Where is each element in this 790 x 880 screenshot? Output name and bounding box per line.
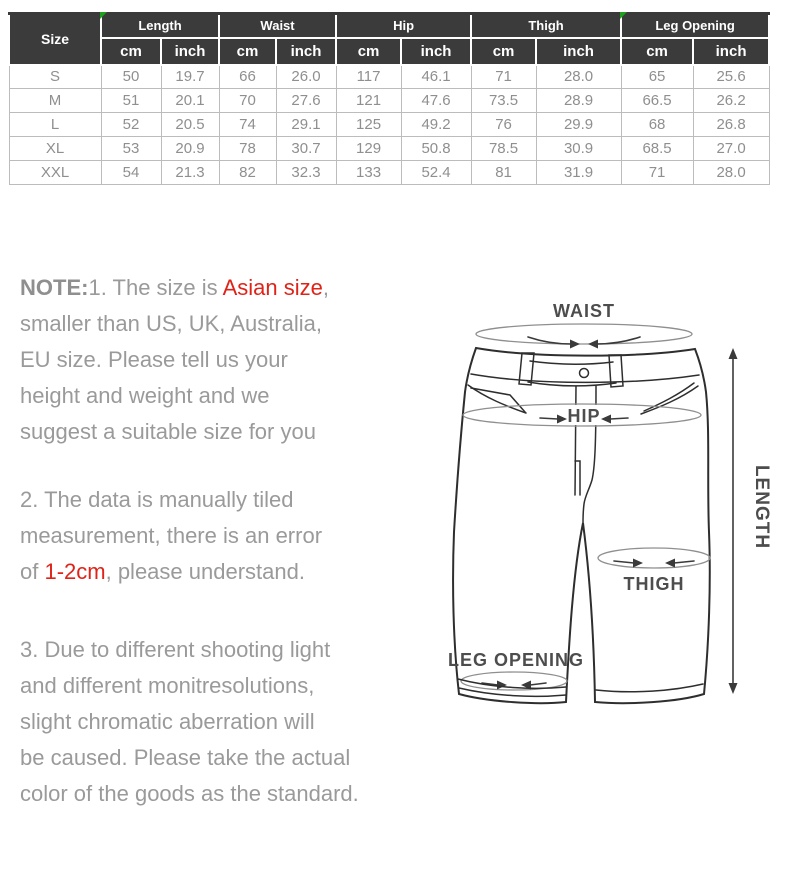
- value-cell: 68.5: [621, 137, 693, 161]
- value-cell: 65: [621, 65, 693, 89]
- value-cell: 70: [219, 89, 276, 113]
- table-row: [9, 161, 769, 185]
- group-header-hip: [336, 14, 471, 38]
- size-cell: XXL: [9, 161, 101, 185]
- arrow-up-icon: [729, 348, 738, 359]
- note-line: height and weight and we: [20, 383, 270, 408]
- note-2: [20, 482, 452, 590]
- value-cell: 51: [101, 89, 161, 113]
- unit-header: cm: [336, 38, 401, 65]
- value-cell: 28.9: [536, 89, 621, 113]
- group-header-thigh: [471, 14, 621, 38]
- note-line: slight chromatic aberration will: [20, 709, 315, 734]
- size-column-header: Size: [9, 14, 101, 65]
- note-line: color of the goods as the standard.: [20, 781, 359, 806]
- value-cell: 50: [101, 65, 161, 89]
- arrow-right-icon: [570, 340, 580, 349]
- size-cell: L: [9, 113, 101, 137]
- value-cell: 81: [471, 161, 536, 185]
- value-cell: 30.9: [536, 137, 621, 161]
- value-cell: 20.9: [161, 137, 219, 161]
- size-cell: XL: [9, 137, 101, 161]
- note-line: measurement, there is an error: [20, 523, 323, 548]
- value-cell: 71: [471, 65, 536, 89]
- group-header-waist: [219, 14, 336, 38]
- value-cell: 26.2: [693, 89, 769, 113]
- size-cell: M: [9, 89, 101, 113]
- value-cell: 52: [101, 113, 161, 137]
- unit-header: cm: [101, 38, 161, 65]
- value-cell: 20.1: [161, 89, 219, 113]
- length-label: LENGTH: [751, 464, 772, 550]
- unit-header: inch: [401, 38, 471, 65]
- value-cell: 117: [336, 65, 401, 89]
- shorts-measurement-diagram: [438, 282, 786, 730]
- value-cell: 30.7: [276, 137, 336, 161]
- value-cell: 26.0: [276, 65, 336, 89]
- value-cell: 76: [471, 113, 536, 137]
- group-header-leg-opening: [621, 14, 769, 38]
- table-row: [9, 137, 769, 161]
- thigh-label: THIGH: [623, 574, 685, 594]
- table-row: [9, 65, 769, 89]
- note-line: suggest a suitable size for you: [20, 419, 316, 444]
- group-header-length: [101, 14, 219, 38]
- note-line: 3. Due to different shooting light: [20, 637, 331, 662]
- waist-ellipse: [476, 324, 692, 344]
- value-cell: 28.0: [536, 65, 621, 89]
- note-line: EU size. Please tell us your: [20, 347, 288, 372]
- highlight-tolerance: 1-2cm: [44, 559, 106, 584]
- value-cell: 52.4: [401, 161, 471, 185]
- value-cell: 71: [621, 161, 693, 185]
- unit-header: inch: [536, 38, 621, 65]
- table-row: [9, 89, 769, 113]
- value-cell: 27.0: [693, 137, 769, 161]
- note-line: 2. The data is manually tiled: [20, 487, 294, 512]
- unit-header: inch: [161, 38, 219, 65]
- note-3: [20, 632, 452, 812]
- value-cell: 31.9: [536, 161, 621, 185]
- arrow-left-icon: [588, 340, 598, 349]
- value-cell: 25.6: [693, 65, 769, 89]
- value-cell: 66: [219, 65, 276, 89]
- value-cell: 49.2: [401, 113, 471, 137]
- size-cell: S: [9, 65, 101, 89]
- value-cell: 129: [336, 137, 401, 161]
- notes-section: [20, 270, 452, 812]
- value-cell: 47.6: [401, 89, 471, 113]
- value-cell: 29.1: [276, 113, 336, 137]
- arrow-down-icon: [729, 683, 738, 694]
- hip-label: HIP: [567, 406, 601, 426]
- value-cell: 133: [336, 161, 401, 185]
- comment-marker-icon: [100, 12, 107, 19]
- header-unit-row: [9, 38, 769, 65]
- value-cell: 27.6: [276, 89, 336, 113]
- value-cell: 66.5: [621, 89, 693, 113]
- group-label: Leg Opening: [655, 18, 735, 34]
- value-cell: 78.5: [471, 137, 536, 161]
- value-cell: 19.7: [161, 65, 219, 89]
- note-line: 1. The size is: [88, 275, 223, 300]
- group-label: Waist: [260, 18, 295, 34]
- note-1: [20, 270, 452, 450]
- value-cell: 20.5: [161, 113, 219, 137]
- note-line: and different monitresolutions,: [20, 673, 315, 698]
- value-cell: 78: [219, 137, 276, 161]
- value-cell: 54: [101, 161, 161, 185]
- arrow-left-icon: [665, 559, 675, 568]
- note-line: smaller than US, UK, Australia,: [20, 311, 323, 336]
- value-cell: 74: [219, 113, 276, 137]
- waist-label: WAIST: [553, 301, 615, 321]
- size-chart-table: [8, 12, 770, 185]
- value-cell: 50.8: [401, 137, 471, 161]
- belt-button-icon: [580, 369, 589, 378]
- group-label: Thigh: [528, 18, 564, 34]
- note-line: of: [20, 559, 45, 584]
- arrow-right-icon: [633, 559, 643, 568]
- value-cell: 32.3: [276, 161, 336, 185]
- comment-marker-icon: [620, 12, 627, 19]
- unit-header: inch: [276, 38, 336, 65]
- arrow-right-icon: [497, 681, 507, 690]
- table-row: [9, 113, 769, 137]
- thigh-ellipse: [598, 548, 710, 568]
- header-group-row: [9, 14, 769, 38]
- note-line: be caused. Please take the actual: [20, 745, 351, 770]
- note-line: , please understand.: [105, 559, 305, 584]
- unit-header: cm: [219, 38, 276, 65]
- value-cell: 121: [336, 89, 401, 113]
- value-cell: 82: [219, 161, 276, 185]
- unit-header: inch: [693, 38, 769, 65]
- value-cell: 26.8: [693, 113, 769, 137]
- highlight-asian-size: Asian size: [222, 275, 323, 300]
- unit-header: cm: [471, 38, 536, 65]
- note-line: ,: [322, 275, 329, 300]
- group-label: Length: [138, 18, 182, 34]
- note-prefix: NOTE:: [20, 275, 89, 300]
- value-cell: 46.1: [401, 65, 471, 89]
- group-label: Hip: [393, 18, 415, 34]
- value-cell: 28.0: [693, 161, 769, 185]
- unit-header: cm: [621, 38, 693, 65]
- leg-opening-label: LEG OPENING: [448, 650, 585, 670]
- fly-seam: [575, 386, 576, 495]
- value-cell: 73.5: [471, 89, 536, 113]
- value-cell: 21.3: [161, 161, 219, 185]
- value-cell: 125: [336, 113, 401, 137]
- value-cell: 29.9: [536, 113, 621, 137]
- value-cell: 68: [621, 113, 693, 137]
- value-cell: 53: [101, 137, 161, 161]
